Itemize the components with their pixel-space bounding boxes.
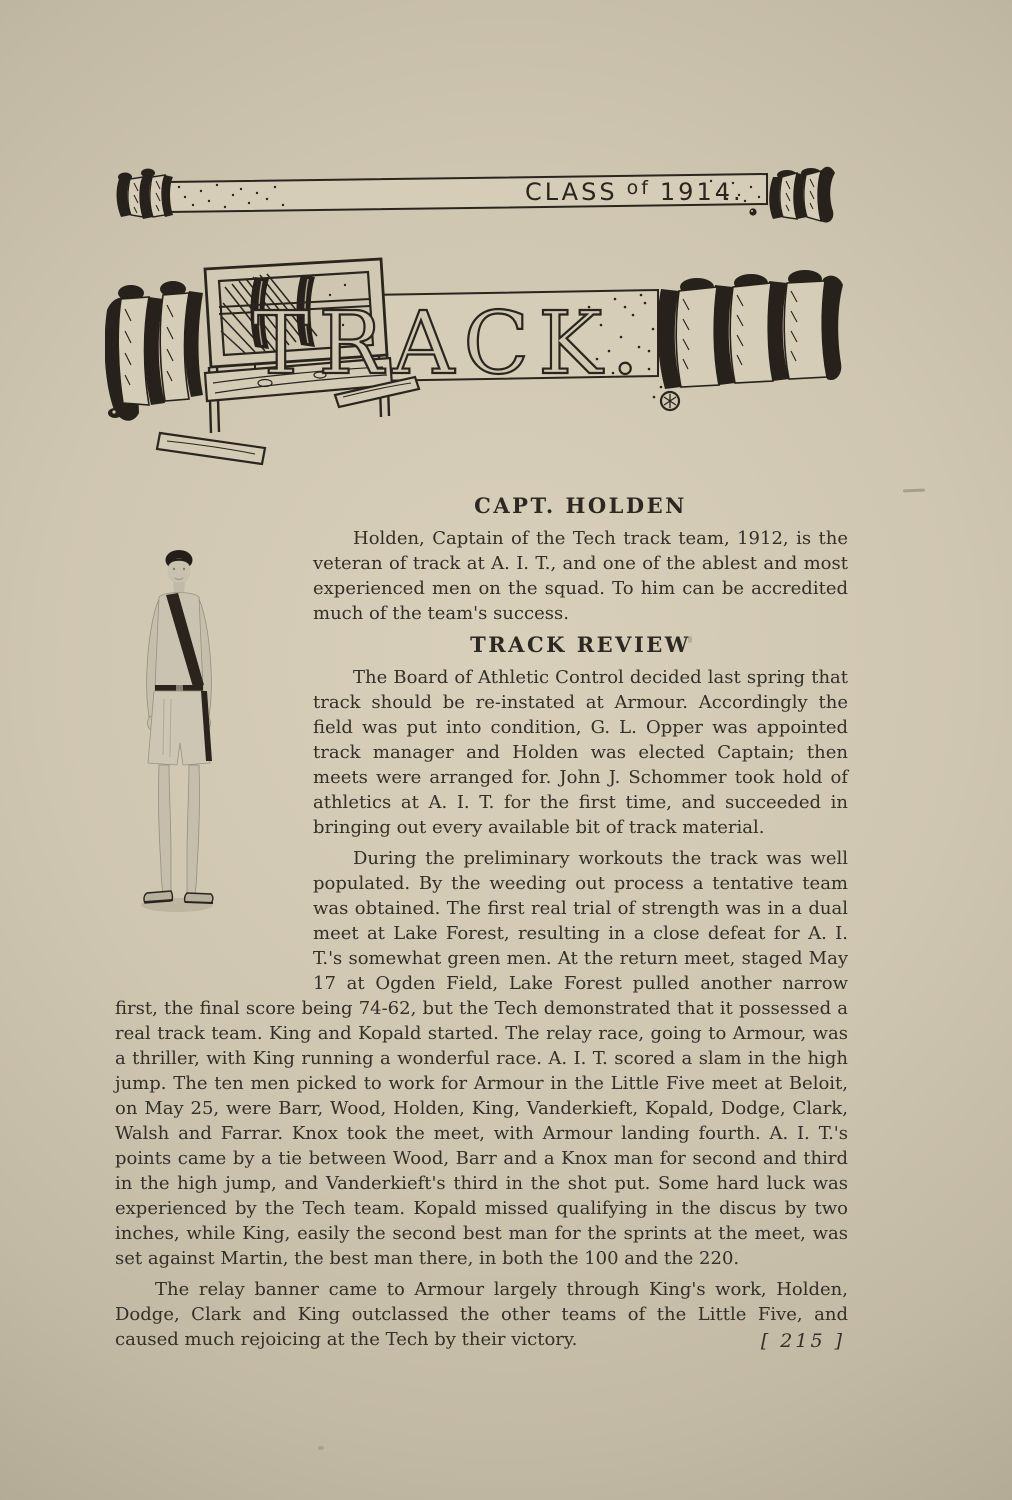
- track-ribbon-end-left-icon: [105, 281, 203, 421]
- artist-dot-icon: [749, 208, 756, 215]
- class-banner-text: CLASS $^{of}$ 1914.: [525, 177, 744, 206]
- paragraph-track-review-1: The Board of Athletic Control decided last spring that track should be re-instated at Armour. Accordingly the field was put into condition, G. L. Opper was appointed track manager and Holden was elected Captain; then meets were arranged for. John J. Schommer took hold of athletics at A. I. T. for the first time, and succeeded in bringing out every available bit of track material.: [313, 667, 848, 838]
- artist-monogram-icon: [661, 392, 679, 410]
- track-banner: [105, 255, 848, 477]
- paper-speck: [688, 636, 692, 643]
- section-heading-capt-holden: CAPT. HOLDEN: [474, 493, 687, 518]
- class-of-1914-banner: [115, 165, 848, 229]
- ribbon-end-left-icon: [117, 169, 173, 220]
- page-number: [ 215 ]: [760, 1330, 845, 1352]
- paragraph-holden: Holden, Captain of the Tech track team, 1912, is the veteran of track at A. I. T., and one of the ablest and most experienced men on the squad. To him can be accredited much of the team's success.: [313, 528, 848, 624]
- paper-speck: [318, 1446, 324, 1450]
- page-content: [115, 165, 848, 1358]
- section-heading-track-review: TRACK REVIEW: [470, 632, 691, 657]
- paragraph-track-review-2: During the preliminary workouts the track was well populated. By the weeding out process a tentative team was obtained. The first real trial of strength was in a dual meet at Lake Forest, resulting in a close defeat for A. I. T.'s somewhat green men. At the return meet, staged May 17 at Ogden Field, Lake Forest pulled another narrow first, the final score being 74-62, but the Tech demonstrated that it possessed a real track team. King and Kopald started. The relay race, going to Armour, was a thriller, with King running a wonderful race. A. I. T. scored a slam in the high jump. The ten men picked to work for Armour in the Little Five meet at Beloit, on May 25, were Barr, Wood, Holden, King, Vanderkieft, Kopald, Dodge, Clark, Walsh and Farrar. Knox took the meet, with Armour landing fourth. A. I. T.'s points came by a tie between Wood, Barr and a Knox man for second and third in the high jump, and Vanderkieft's third in the shot put. Some hard luck was experienced by the Tech team. Kopald missed qualifying in the discus by two inches, while King, easily the second best man for the sprints at the meet, was set against Martin, the best man there, in both the 100 and the 220.: [115, 848, 848, 1269]
- track-banner-text: TRACK.: [252, 294, 648, 394]
- pencil-mark: [903, 489, 925, 493]
- track-ribbon-end-right-icon: [658, 270, 843, 389]
- ribbon-end-right-icon: [769, 167, 835, 223]
- article: [115, 493, 848, 1352]
- athlete-photo: [115, 493, 313, 993]
- paragraph-track-review-3: The relay banner came to Armour largely through King's work, Holden, Dodge, Clark and King outclassed the other teams of the Little Five, and caused much rejoicing at the Tech by their victory.: [115, 1279, 848, 1350]
